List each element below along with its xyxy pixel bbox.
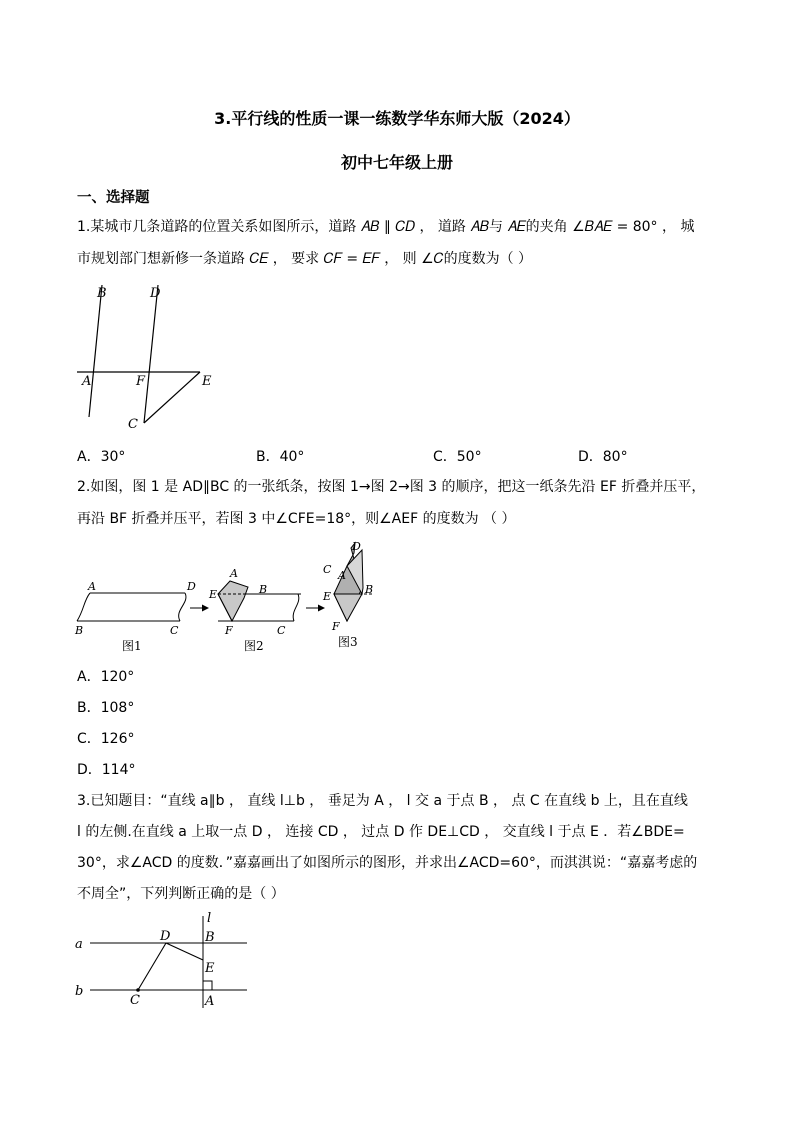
q3-label-b: b: [75, 984, 84, 999]
q1-option-b[interactable]: B．40°: [256, 449, 305, 465]
q3-label-C: C: [130, 993, 140, 1008]
q3-label-D: D: [160, 929, 171, 944]
q2-fig3-label-A: A: [338, 569, 346, 582]
document-subtitle: 初中七年级上册: [340, 153, 453, 172]
q3-text-line3: 30°，求∠ACD 的度数．”嘉嘉画出了如图所示的图形，并求出∠ACD=60°，而淇淇说：“嘉嘉考虑的: [77, 855, 698, 871]
q2-text-line2: 再沿 BF 折叠并压平，若图 3 中∠CFE=18°，则∠AEF 的度数为 （ ）: [77, 511, 516, 527]
q2-fig3-label-D: D: [352, 540, 361, 553]
q2-figure: [72, 538, 382, 656]
q3-label-a: a: [75, 937, 83, 952]
q2-fig2-label-F: F: [225, 624, 233, 637]
q3-text-line4: 不周全”，下列判断正确的是（ ）: [77, 886, 285, 902]
q1-option-d[interactable]: D．80°: [578, 449, 628, 465]
q2-fig2-label-E: E: [209, 588, 218, 601]
q2-fig3: [322, 540, 373, 649]
q3-figure: [72, 908, 252, 1013]
q3-label-B: B: [205, 930, 215, 945]
q3-text-line2: l 的左侧.在直线 a 上取一点 D ， 连接 CD ， 过点 D 作 DE⊥CD ， 交直线 l 于点 E ．若∠BDE=: [77, 824, 685, 840]
q2-option-d[interactable]: D．114°: [77, 762, 136, 778]
q1-label-D: D: [150, 286, 161, 301]
q2-fig1-label-A: A: [88, 580, 96, 593]
q2-caption-2: 图2: [244, 639, 264, 653]
q3-label-l: l: [207, 911, 212, 926]
q2-fig1-label-D: D: [187, 580, 196, 593]
q2-fig3-label-C: C: [323, 563, 332, 576]
q2-fig1: [74, 580, 196, 653]
q2-fig2: [208, 567, 302, 653]
document-title: 3.平行线的性质一课一练数学华东师大版（2024）: [214, 109, 580, 128]
q2-fig2-label-A: A: [230, 567, 238, 580]
q1-label-A: A: [82, 374, 92, 389]
q2-caption-1: 图1: [122, 639, 142, 653]
q2-option-b[interactable]: B．108°: [77, 700, 135, 716]
q2-fig3-label-B: B: [365, 583, 374, 596]
q1-label-C: C: [128, 417, 138, 430]
q1-figure: [72, 280, 232, 430]
q2-fig3-label-E: E: [323, 590, 332, 603]
q2-fig2-label-B: B: [259, 583, 268, 596]
q1-text-line2: 市规划部门想新修一条道路 𝐶𝐸 ， 要求 𝐶𝐹 = 𝐸𝐹 ， 则 ∠𝐶的度数为（ ）: [77, 251, 533, 267]
section-heading: 一、选择题: [77, 190, 150, 206]
q1-label-E: E: [202, 374, 212, 389]
q1-label-B: B: [97, 286, 107, 301]
q1-option-c[interactable]: C．50°: [433, 449, 482, 465]
q2-caption-3: 图3: [338, 635, 358, 649]
q3-text-line1: 3.已知题目：“直线 a∥b ， 直线 l⊥b ， 垂足为 A ， l 交 a 于点 B ， 点 C 在直线 b 上，且在直线: [77, 793, 688, 809]
q2-option-a[interactable]: A．120°: [77, 669, 135, 685]
q2-fig3-label-F: F: [332, 620, 340, 633]
q2-fig1-label-B: B: [75, 624, 84, 637]
q3-label-E: E: [205, 961, 215, 976]
q1-label-F: F: [136, 374, 146, 389]
q1-option-a[interactable]: A．30°: [77, 449, 126, 465]
q2-fig1-label-C: C: [170, 624, 179, 637]
q1-text-line1: 1.某城市几条道路的位置关系如图所示，道路 𝐴𝐵 ∥ 𝐶𝐷 ， 道路 𝐴𝐵与 𝐴𝐸的夹角 ∠𝐵𝐴𝐸 = 80° ， 城: [77, 219, 695, 235]
q3-label-A: A: [205, 994, 215, 1009]
q2-option-c[interactable]: C．126°: [77, 731, 135, 747]
q2-fig2-label-C: C: [277, 624, 286, 637]
q2-text-line1: 2.如图，图 1 是 AD∥BC 的一张纸条，按图 1→图 2→图 3 的顺序，把这一纸条先沿 EF 折叠并压平，: [77, 479, 706, 495]
